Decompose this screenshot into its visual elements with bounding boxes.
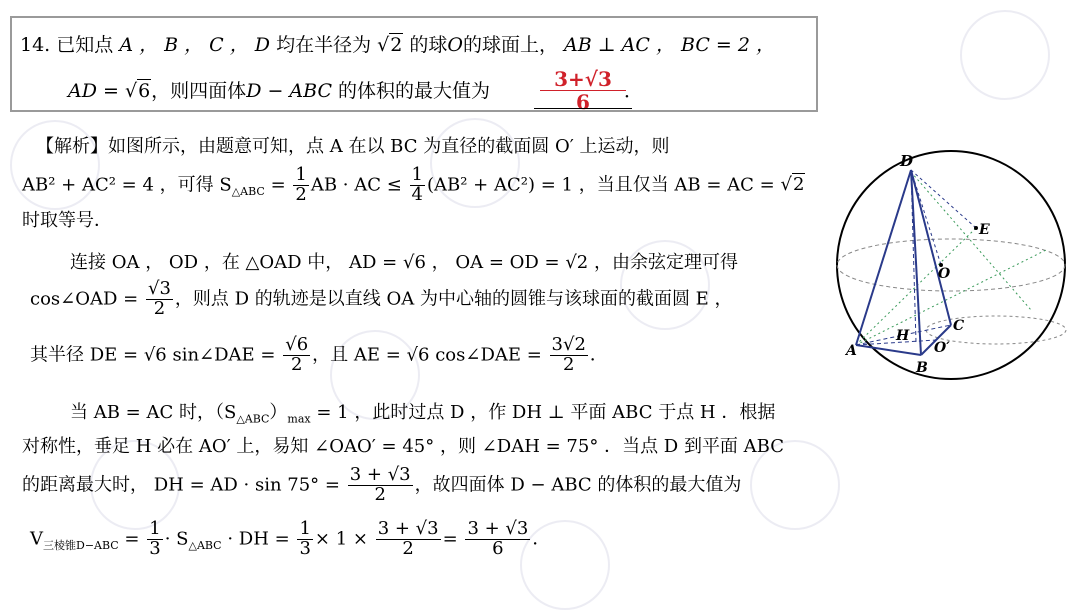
problem-text: 已知点 [56,34,114,56]
label-b: B [916,360,928,376]
sphere-tetrahedron-figure [826,150,1076,380]
fraction-dh: $\frac{3 + √3}{2}$ [349,464,411,505]
label-c: C [953,318,965,334]
problem-line-2 [68,76,490,103]
solution-line-5: cos∠OAD = $\frac{√3}{2}$ ，则点 D 的轨迹是以直线 OA 为中心轴的圆锥与该球面的截面圆 E ， [30,278,733,319]
label-h: H [896,328,910,344]
fraction-half: $\frac{1}{2}$ [295,164,307,205]
watermark-stamp [960,10,1050,100]
fraction-sqrt6-over-2: $\frac{√6}{2}$ [285,334,309,375]
label-d: D [900,152,914,170]
edge-da [856,170,911,345]
answer-numerator: 3+√3 [540,68,626,91]
problem-points: A ， B ， C ， D [119,34,271,56]
solution-line-1: 【解析】如图所示，由题意可知，点 A 在以 BC 为直径的截面圆 O′ 上运动，则 [36,136,670,157]
answer-blank-line [534,108,632,109]
problem-end-dot: ． [624,80,644,102]
solution-line-9: 的距离最大时， DH = AD · sin 75° = $\frac{3 + √3}{2}$ ，故四面体 D − ABC 的体积的最大值为 [22,464,742,505]
problem-box [10,16,818,112]
problem-text: 的球 [409,34,448,56]
edge-dc [911,170,951,325]
sphere-outline [837,151,1065,379]
problem-text: 的体积的最大值为 [338,80,491,102]
solution-line-3: 时取等号． [22,210,112,231]
label-o: O [938,266,951,282]
solution-line-2: AB² + AC² = 4 ，可得 $S_{\triangle ABC}$ = $\frac{1}{2}$ AB · AC ≤ $\frac{1}{4}$ (AB² + AC²) = 1 ，当且仅当 AB = AC = √2 [22,164,805,205]
fraction-quarter: $\frac{1}{4}$ [411,164,423,205]
problem-text: ，则四面体 [151,80,247,102]
fraction-volume: $\frac{3 + √3}{6}$ [467,518,529,559]
problem-text: 的球面上， [462,34,558,56]
segment-de [911,170,976,228]
fraction-sqrt3-over-2: $\frac{√3}{2}$ [147,278,171,319]
fraction-third: $\frac{1}{3}$ [149,518,161,559]
solution-line-8: 对称性，垂足 H 必在 AO′ 上，易知 ∠OAO′ = 45° ，则 ∠DAH = 75° ．当点 D 到平面 ABC [22,436,784,457]
problem-line-1 [20,30,775,57]
point-e [974,226,978,230]
solution-line-10: $V_{三棱锥D-ABC}$ = $\frac{1}{3}$ · $S_{\triangle ABC}$ · DH = $\frac{1}{3}$ × 1 × $\frac{3 + √3}{2}$ = $\frac{3 + √3}{6}$ ． [30,518,551,559]
solution-line-7: 当 AB = AC 时，$(S_{\triangle ABC})_{max} = 1$ ，此时过点 D ，作 DH ⊥ 平面 ABC 于点 H ．根据 [70,402,776,426]
bc-condition: BC = 2 ， [681,34,776,56]
label-o-prime: O′ [934,340,950,356]
solution-line-6: 其半径 DE = √6 sin∠DAE = $\frac{√6}{2}$ ，且 AE = √6 cos∠DAE = $\frac{3√2}{2}$ ． [30,334,608,375]
ad-label: AD = [68,80,119,102]
answer-denominator: 6 [576,90,590,114]
label-a: A [846,343,857,359]
sphere-label: O [447,34,463,56]
radius-sqrt: √2 [377,34,403,56]
problem-number: 14. [20,34,51,56]
answer-fraction [540,68,626,113]
solution-line-4: 连接 OA ， OD ，在 △OAD 中， AD = √6 ， OA = OD = √2 ，由余弦定理可得 [70,252,738,273]
perpendicular-condition: AB ⊥ AC ， [564,34,675,56]
fraction-third-2: $\frac{1}{3}$ [299,518,311,559]
equator-ellipse [837,239,1065,291]
fraction-3sqrt2-over-2: $\frac{3√2}{2}$ [551,334,586,375]
cone-generator [856,250,1046,345]
tetrahedron-label: D − ABC [246,80,332,102]
label-e: E [979,222,990,238]
edge-ab [856,345,921,355]
problem-text: 均在半径为 [276,34,372,56]
ad-sqrt: √6 [124,80,151,102]
fraction-dh-2: $\frac{3 + √3}{2}$ [377,518,439,559]
